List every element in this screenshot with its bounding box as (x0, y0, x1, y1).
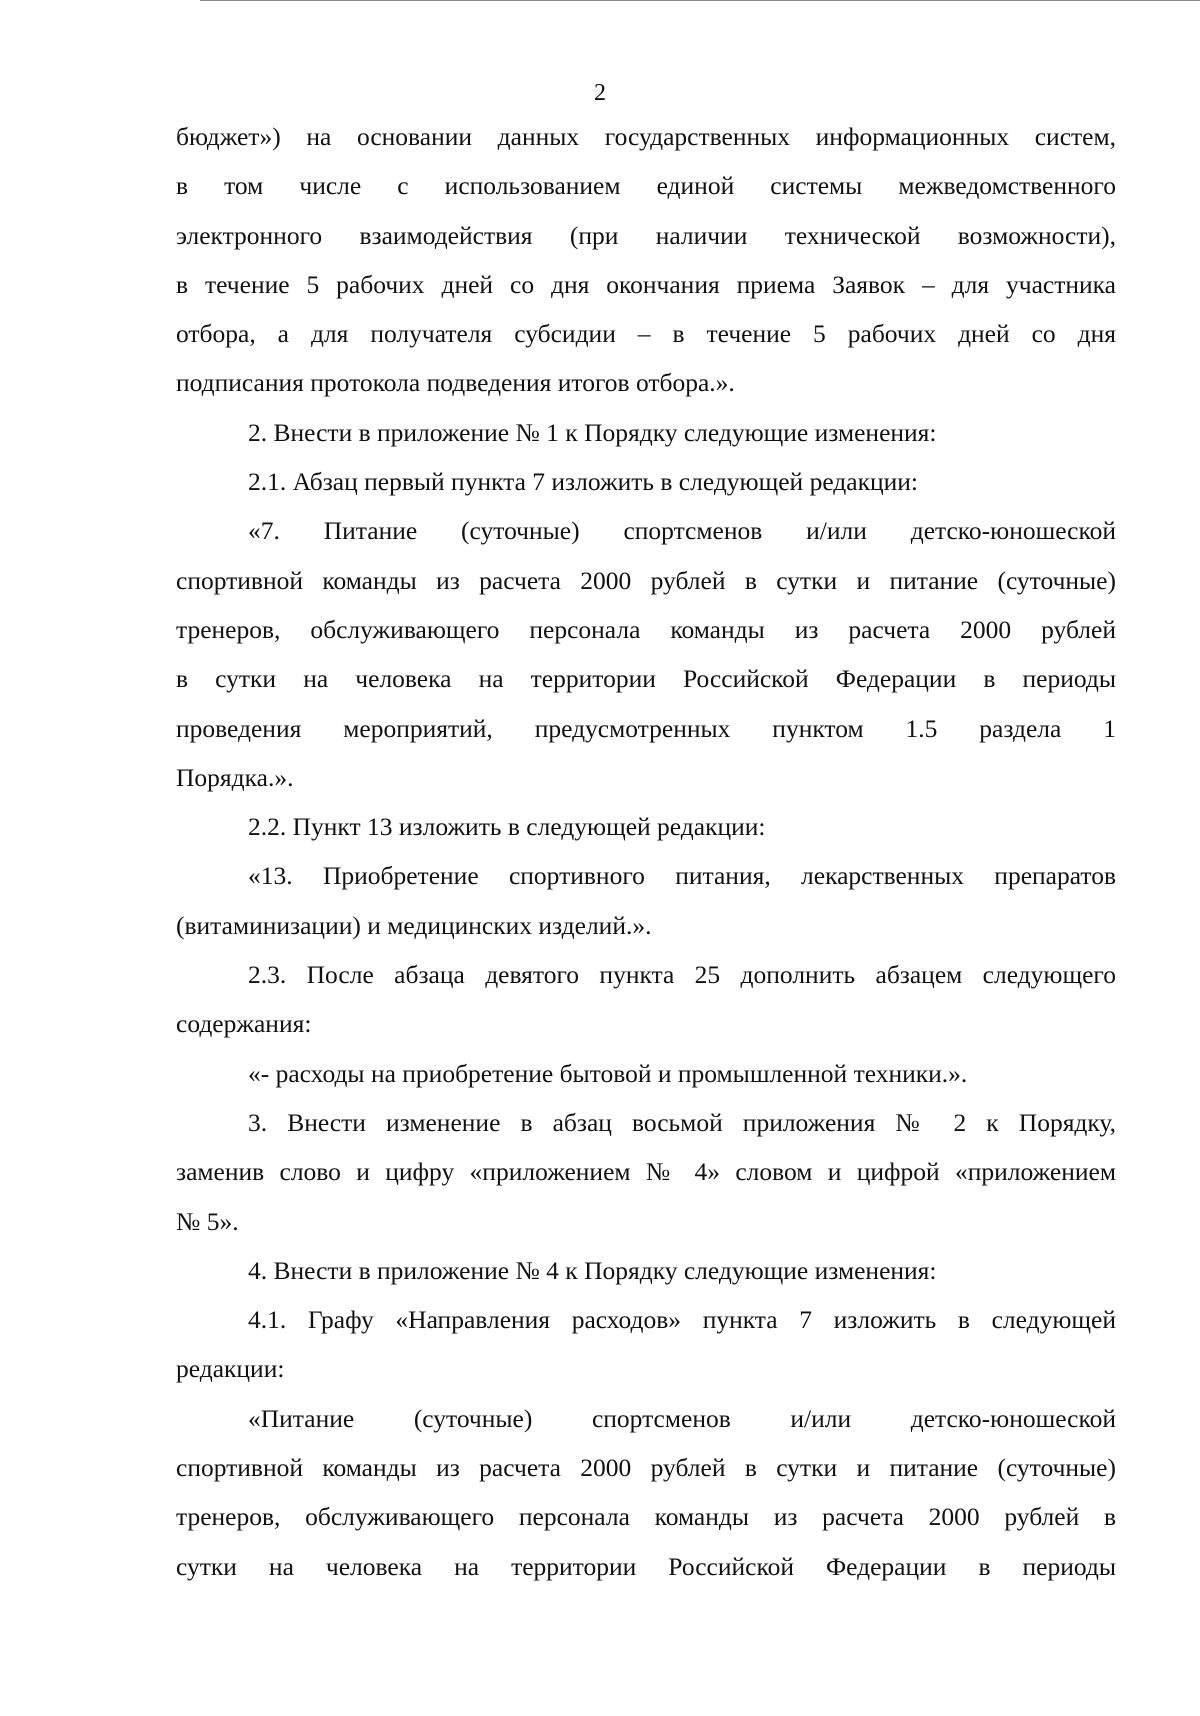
text-line: отбора, а для получателя субсидии – в течение 5 рабочих дней со дня (176, 319, 1116, 349)
text-line: (витаминизации) и медицинских изделий.». (176, 910, 652, 940)
document-body (176, 112, 1116, 1591)
text-line: 4. Внести в приложение № 4 к Порядку следующие изменения: (248, 1255, 937, 1285)
top-border-line (200, 0, 1200, 1)
text-line: спортивной команды из расчета 2000 рублей в сутки и питание (суточные) (176, 1453, 1116, 1483)
text-line: тренеров, обслуживающего персонала команды из расчета 2000 рублей в (176, 1502, 1116, 1532)
text-line: 3. Внести изменение в абзац восьмой приложения № 2 к Порядку, (248, 1107, 1116, 1137)
text-line: 2.2. Пункт 13 изложить в следующей редакции: (248, 812, 766, 842)
text-line: «Питание (суточные) спортсменов и/или детско-юношеской (248, 1403, 1116, 1433)
text-line: редакции: (176, 1354, 285, 1384)
text-line: спортивной команды из расчета 2000 рублей в сутки и питание (суточные) (176, 565, 1116, 595)
text-line: сутки на человека на территории Российской Федерации в периоды (176, 1551, 1116, 1581)
text-line: в сутки на человека на территории Российской Федерации в периоды (176, 664, 1116, 694)
text-line: 2.1. Абзац первый пункта 7 изложить в следующей редакции: (248, 467, 919, 497)
text-line: бюджет») на основании данных государственных информационных систем, (176, 122, 1116, 151)
text-line: содержания: (176, 1009, 312, 1039)
text-line: «13. Приобретение спортивного питания, лекарственных препаратов (248, 861, 1116, 891)
text-line: Порядка.». (176, 762, 294, 792)
text-line: подписания протокола подведения итогов отбора.». (176, 368, 735, 398)
text-line: электронного взаимодействия (при наличии технической возможности), (176, 220, 1116, 250)
text-line: «7. Питание (суточные) спортсменов и/или детско-юношеской (248, 516, 1116, 546)
text-line: № 5». (176, 1206, 239, 1236)
text-line: 2. Внести в приложение № 1 к Порядку следующие изменения: (248, 417, 937, 447)
text-line: 4.1. Графу «Направления расходов» пункта 7 изложить в следующей (248, 1305, 1116, 1335)
text-line: в том числе с использованием единой системы межведомственного (176, 171, 1116, 201)
text-line: «- расходы на приобретение бытовой и промышленной техники.». (248, 1058, 968, 1088)
text-line: проведения мероприятий, предусмотренных пунктом 1.5 раздела 1 (176, 713, 1116, 743)
text-line: в течение 5 рабочих дней со дня окончания приема Заявок – для участника (176, 269, 1116, 299)
text-line: 2.3. После абзаца девятого пункта 25 дополнить абзацем следующего (248, 960, 1116, 990)
text-line: тренеров, обслуживающего персонала команды из расчета 2000 рублей (176, 614, 1116, 644)
page-number: 2 (594, 80, 606, 106)
text-line: заменив слово и цифру «приложением № 4» словом и цифрой «приложением (176, 1157, 1116, 1187)
